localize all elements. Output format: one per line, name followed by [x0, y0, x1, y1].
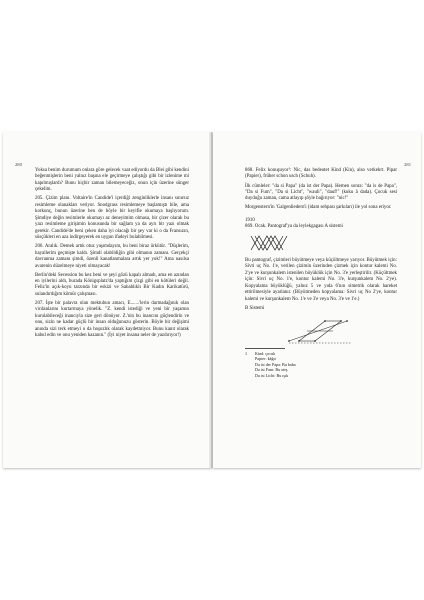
right-text-column: [245, 168, 397, 378]
page-number-left: 280: [15, 162, 22, 167]
pantograph-b-diagram: [285, 315, 355, 345]
paragraph: 205. Çizim planı. Voltaire'in Candide'i içerdiği zenginliklerle insanı sınırsız resimleme olanakları veriyor. Snodgrass resimlemeye başlamıştı bile, ama korkunç, bunun üzerine ben de böyle bir keyifle okumaya başlıyorum. Şimdiye değin resimlerle okumayı az deneyimim olmasa, bir çizer olarak bu yazı resimleme girişimin konusunda bir sağlam ya da ayrı bir yazı olmak gerekir. Candide'de beni çeken daha iyi olacağı bir şey var ki o da Fransızın, süsçükleri en aza indirgeyerek en uygun ifadeyi bulabilmesi.: [35, 196, 189, 241]
paragraph: 207. İşte bir palavra olan mektubun amacı, E.......'lerin darmadağınık olan vicdanlarını kurtarmaya yönelik. "Z. kendi istediği ve yeni bir yaşamın kurulabileceği inancıyla size geri dönüyor. Z.'nin bu inancını güçlendirin ve onu, sizin ne kadar güçlü bir insan olduğunuzu gösterin. Böyle bir değişimi anında sizi terk etmeyi o da hoşuzlık olarak kaydetmiyor. Bunu kanıt olarak kabul edin ve onu yeniden kazanın." (İyi niyet insana neler de yazdırıyor!): [35, 300, 189, 339]
year-heading: 1910: [245, 217, 255, 223]
footnote-marker: 1: [245, 351, 248, 357]
paragraph: Berlin'deki Secession bu kez beni ve şeyi gözü kapalı almadı, ama en azından en iyilerini aldı, burada Königsplatz'da yaptığım çizgi gibi en kötüleri değil. Feliz'in açık-koyu tarzında bir eskizi ve Sabahlıklı Bir Kadın Karikatürü, sulandırdığım kömür çalışması.: [35, 272, 189, 297]
paragraph: 869. Ocak. Pantograf'ya da leylekgagası A sistemi: [245, 224, 343, 230]
footnote-line: Da ist der Papa: Bu baba: [255, 361, 296, 367]
paragraph: 868. Felix konuşuyor¹: Nic, das bedeutet Kind (Kin), also verkehrt. Pipar (Papier), früher schon usch (Schuh).: [245, 168, 397, 180]
footnote: [245, 351, 397, 378]
paragraph: B Sistemi: [245, 305, 265, 311]
left-text-column: [35, 168, 189, 342]
footnote-line: Da ist Fum: Bu ateş: [255, 367, 288, 373]
paragraph: 206. Aralık. Demek artık otuz yaşımdayım, bu beni biraz ürkütür. "Düşlerim, hayallerim geçmişte kaldı. Şimdi olabildiğin gibi olmanın zamanı. Gerçekçi davranma zamanı şimdi, özenli kanatlanmalara artık yer yok!" Ama nasılsa avarenin düzelmeye niyeti olmayacak!: [35, 244, 189, 269]
pantograph-a-sketch: [249, 234, 289, 252]
paragraph: İlk cümleler: "da si Papa" (da ist der Papa). Hemen sonra: "da is de Papa", "Da si Fum", "Da si Licht", "wauli", "dauf!" (kuku â dada). Çocuk sesi duyduğu zaman, cama atlayıp şöyle bağırıyor: "nic!": [245, 183, 397, 202]
open-book-spread: [3, 132, 421, 470]
paragraph: Yoksa benim durumum onlara göre gelecek vaat ediyordu da Blei gibi kendini beğenmişlerin beni yalnız başına ele geçirmeye çalıştığı gibi bir izlenime mi kapılmışlardı? Bunu hiçbir zaman bilemeyeceğiz, onun için üzerine sünger çekelim.: [35, 168, 189, 193]
footnote-line: Da ist Licht: Bu ışık: [255, 372, 289, 378]
footnote-line: Papier: kâğıt: [255, 356, 276, 362]
footnote-divider: [245, 348, 285, 349]
paragraph: Morgenstern'in 'Galgenliedern'i (idam sehpası şarkıları) ile yol sona eriyor.: [245, 205, 392, 211]
page-number-right: 281: [404, 162, 411, 167]
paragraph: Bu pantograf, çizimleri büyütmeye veya küçültmeye yarıyor. Büyütmek için: Sivri uç No. 1'e, verilen çizimin üzerinden çizmek için kontur kalemi No. 2'ye ve kurşunkalem istenilen büyüklük için No. 3'e yerleştirilir. (Küçültmek için: Sivri uç No. 1'e, kontur kalemi No. 3'e, kurşunkalem No. 2'ye). Kopyalama büyüklüğü, yalnız 5 ve yıda 6'nın simetrik olarak hareket ettirilmesiyle ayarlanır. (Büyütmeden kopyalama: Sivri uç No 2'ye, kontur kalemi ve kurşunkalem No. 1'e ve 3'e veya No. 3'e ve 1'e.): [245, 257, 397, 302]
right-page: [213, 132, 421, 468]
left-page: [3, 132, 212, 468]
footnote-line: Kind: çocuk: [255, 351, 276, 357]
